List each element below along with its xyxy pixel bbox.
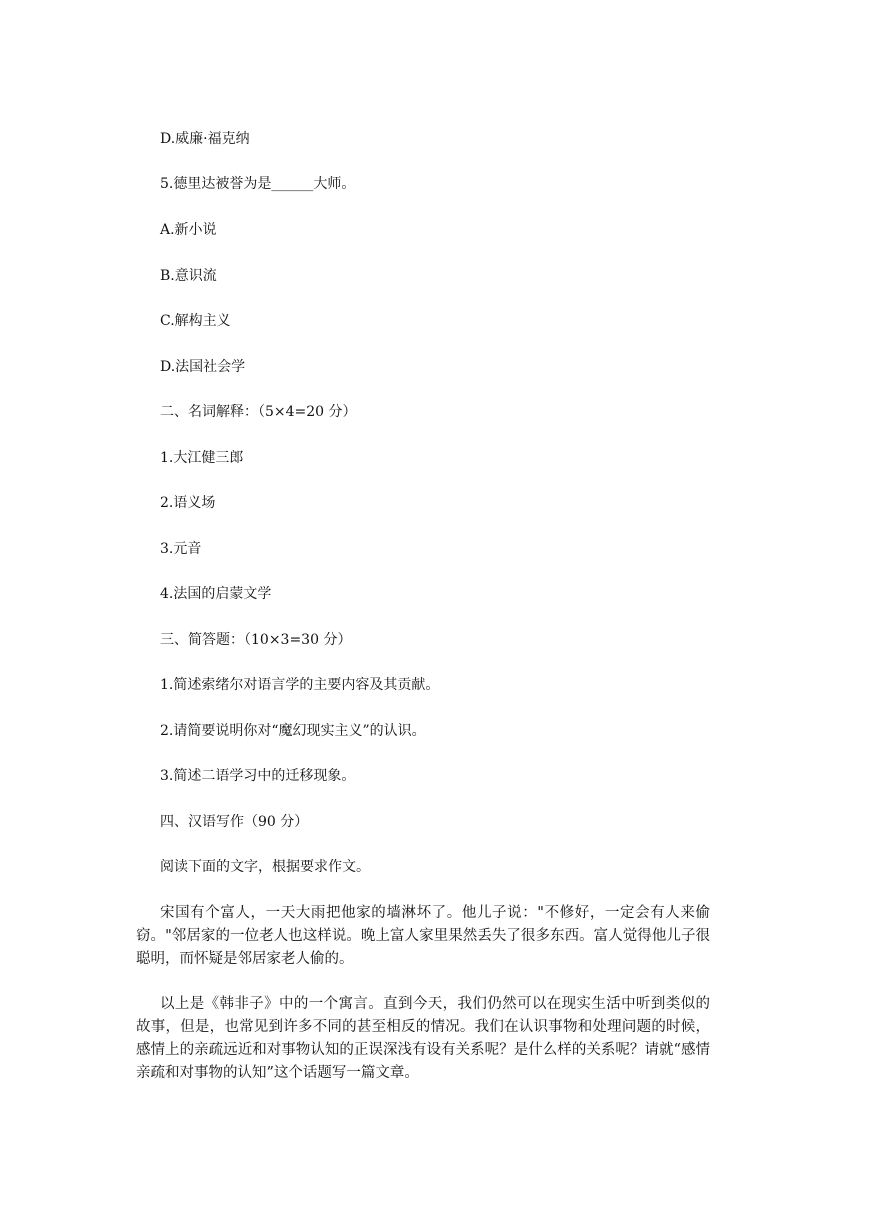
option-a: A.新小说 [160,222,217,238]
option-b: B.意识流 [160,268,217,284]
term-2: 2.语义场 [160,495,216,511]
option-c: C.解构主义 [160,313,231,329]
section-2-heading: 二、名词解释：（5×4=20 分） [160,404,357,420]
question-5: 5.德里达被誉为是______大师。 [160,176,356,192]
term-3: 3.元音 [160,541,202,557]
writing-instruction: 阅读下面的文字，根据要求作文。 [160,859,370,875]
term-4: 4.法国的启蒙文学 [160,586,272,602]
short-answer-2: 2.请简要说明你对“魔幻现实主义”的认识。 [160,723,426,739]
short-answer-3: 3.简述二语学习中的迁移现象。 [160,768,356,784]
section-3-heading: 三、简答题：（10×3=30 分） [160,632,352,648]
option-d-faulkner: D.威廉·福克纳 [160,131,250,147]
short-answer-1: 1.简述索绪尔对语言学的主要内容及其贡献。 [160,677,440,693]
term-1: 1.大江健三郎 [160,450,244,466]
passage-paragraph-2: 以上是《韩非子》中的一个寓言。直到今天，我们仍然可以在现实生活中听到类似的故事，但是，也常见到许多不同的甚至相反的情况。我们在认识事物和处理问题的时候，感情上的亲疏远近和对事物认知的正误深浅有设有关系呢？是什么样的关系呢？请就“感情亲疏和对事物的认知”这个话题写一篇文章。 [136,996,710,1081]
option-d: D.法国社会学 [160,359,246,375]
passage-paragraph-1: 宋国有个富人，一天大雨把他家的墙淋坏了。他儿子说："不修好，一定会有人来偷窃。"邻居家的一位老人也这样说。晚上富人家里果然丢失了很多东西。富人觉得他儿子很聪明，而怀疑是邻居家老人偷的。 [136,905,710,967]
section-4-heading: 四、汉语写作（90 分） [160,814,309,830]
